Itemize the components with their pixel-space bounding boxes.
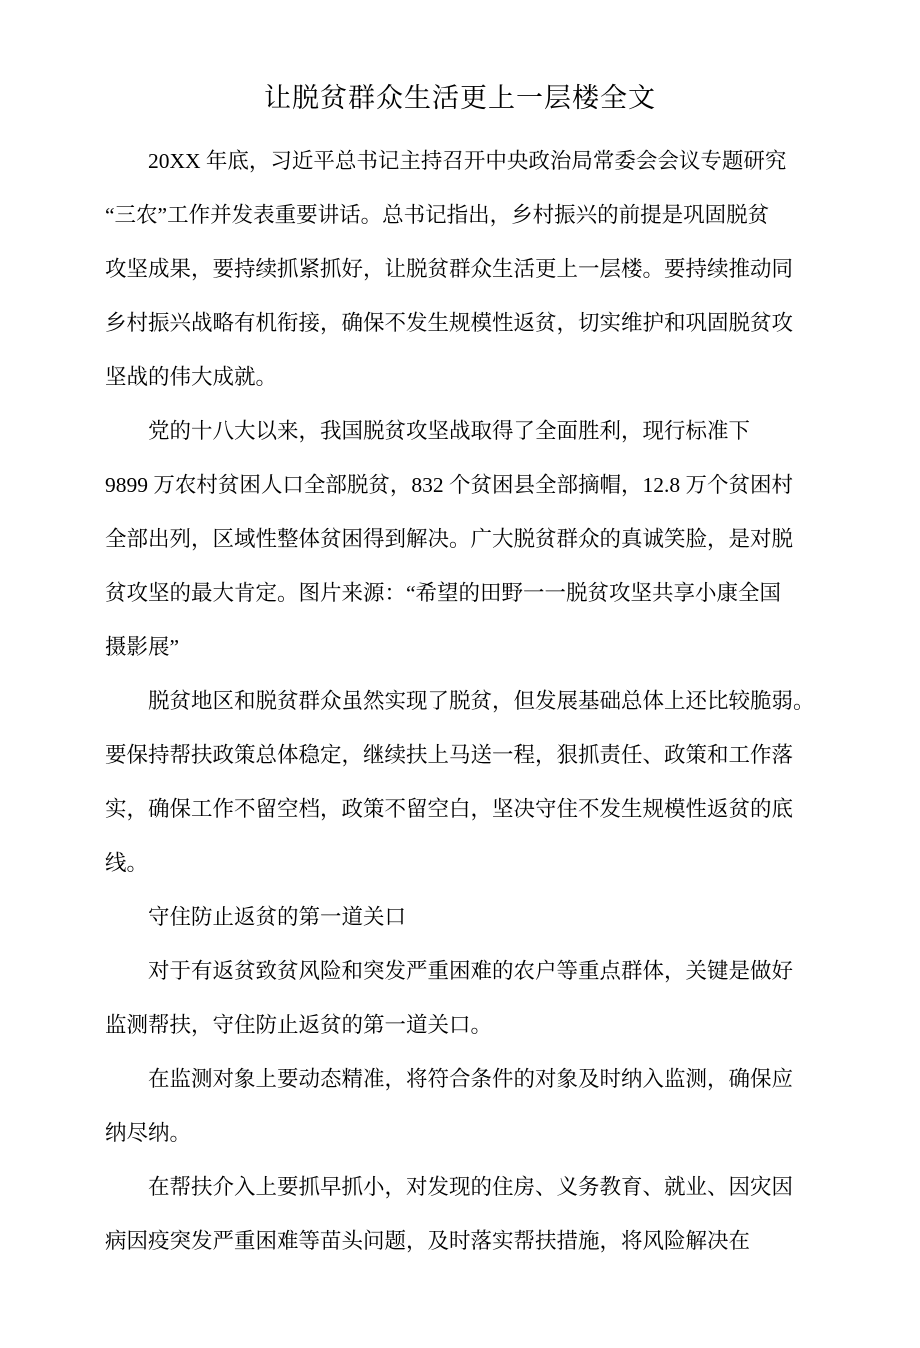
text-line: 线。 xyxy=(105,851,149,875)
text-line: 9899 万农村贫困人口全部脱贫，832 个贫困县全部摘帽，12.8 万个贫困村 xyxy=(105,473,794,497)
text-line: 贫攻坚的最大肯定。图片来源：“希望的田野一一脱贫攻坚共享小康全国 xyxy=(105,581,782,605)
text-line: 纳尽纳。 xyxy=(105,1121,192,1145)
paragraph xyxy=(105,674,815,890)
paragraph xyxy=(105,1052,815,1160)
paragraph xyxy=(105,1160,815,1268)
text-line: 20XX 年底，习近平总书记主持召开中央政治局常委会会议专题研究 xyxy=(148,149,787,173)
paragraph xyxy=(105,134,815,404)
text-line: 乡村振兴战略有机衔接，确保不发生规模性返贫，切实维护和巩固脱贫攻 xyxy=(105,311,794,335)
paragraph xyxy=(105,404,815,674)
text-line: 攻坚成果，要持续抓紧抓好，让脱贫群众生活更上一层楼。要持续推动同 xyxy=(105,257,794,281)
text-line: 病因疫突发严重困难等苗头问题，及时落实帮扶措施，将风险解决在 xyxy=(105,1229,751,1253)
text-line: “三农”工作并发表重要讲话。总书记指出，乡村振兴的前提是巩固脱贫 xyxy=(105,203,770,227)
text-line: 在监测对象上要动态精准，将符合条件的对象及时纳入监测，确保应 xyxy=(148,1067,794,1091)
text-line: 监测帮扶，守住防止返贫的第一道关口。 xyxy=(105,1013,493,1037)
text-line: 要保持帮扶政策总体稳定，继续扶上马送一程，狠抓责任、政策和工作落 xyxy=(105,743,794,767)
text-line: 实，确保工作不留空档，政策不留空白，坚决守住不发生规模性返贫的底 xyxy=(105,797,794,821)
paragraph xyxy=(105,890,815,944)
text-line: 对于有返贫致贫风险和突发严重困难的农户等重点群体，关键是做好 xyxy=(148,959,794,983)
text-line: 全部出列，区域性整体贫困得到解决。广大脱贫群众的真诚笑脸，是对脱 xyxy=(105,527,794,551)
text-line: 守住防止返贫的第一道关口 xyxy=(148,905,407,929)
text-line: 坚战的伟大成就。 xyxy=(105,365,278,389)
paragraph xyxy=(105,944,815,1052)
text-line: 摄影展” xyxy=(105,635,180,659)
text-line: 在帮扶介入上要抓早抓小，对发现的住房、义务教育、就业、因灾因 xyxy=(148,1175,794,1199)
text-line: 脱贫地区和脱贫群众虽然实现了脱贫，但发展基础总体上还比较脆弱。 xyxy=(148,689,815,713)
text-line: 党的十八大以来，我国脱贫攻坚战取得了全面胜利，现行标准下 xyxy=(148,419,751,443)
document-title: 让脱贫群众生活更上一层楼全文 xyxy=(264,83,656,113)
document-body xyxy=(105,134,815,1268)
